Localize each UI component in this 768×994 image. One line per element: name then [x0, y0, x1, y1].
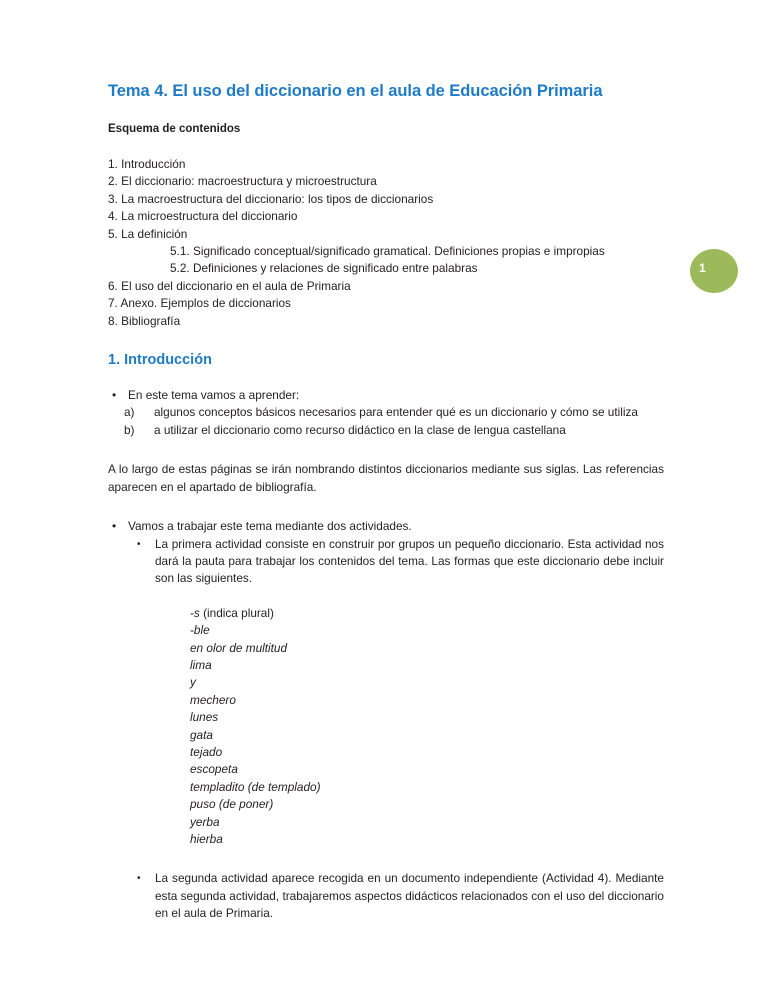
list-item	[108, 518, 664, 535]
word-italic: templadito (de templado)	[190, 779, 321, 794]
list-item	[190, 674, 664, 691]
list-item	[190, 640, 664, 657]
page-number: 1	[699, 261, 706, 275]
spacer	[108, 370, 664, 387]
word-italic: puso (de poner)	[190, 797, 274, 812]
list-item	[190, 727, 664, 744]
bullet-icon: •	[112, 388, 117, 403]
contents-subheading: Esquema de contenidos	[108, 123, 241, 135]
lettered-sub-list	[108, 404, 664, 439]
list-item	[190, 779, 664, 796]
word-italic: -s	[190, 605, 200, 620]
word-italic: en olor de multitud	[190, 640, 288, 655]
word-note: (indica plural)	[199, 605, 274, 620]
toc-item-8: 8. Bibliografía	[108, 313, 181, 328]
example-word-list	[108, 605, 664, 849]
word-italic: hierba	[190, 832, 223, 846]
toc-item-7: 7. Anexo. Ejemplos de diccionarios	[108, 296, 291, 311]
toc-item-5: 5. La definición	[108, 226, 188, 241]
spacer	[108, 848, 664, 870]
list-item-label: En este tema vamos a aprender:	[128, 388, 300, 403]
intro-bullet-list	[108, 387, 664, 439]
spacer	[108, 439, 664, 461]
list-marker-a: a)	[124, 405, 135, 420]
toc-subitem-5-1: 5.1. Significado conceptual/significado gramatical. Definiciones propias e impropias	[170, 244, 605, 259]
toc-item-3: 3. La macroestructura del diccionario: los tipos de diccionarios	[108, 191, 434, 206]
list-item	[108, 404, 664, 421]
list-marker-b: b)	[124, 422, 135, 437]
toc-item-2: 2. El diccionario: macroestructura y microestructura	[108, 174, 377, 189]
list-item-label: La segunda actividad aparece recogida en un documento independiente (Actividad 4). Mediante esta segunda actividad, trabajaremos aspectos didácticos relacionados con el uso del diccionario en el aula de Primaria.	[155, 871, 664, 921]
list-item	[190, 831, 664, 848]
list-item	[190, 796, 664, 813]
word-italic: yerba	[190, 814, 220, 829]
document-content	[108, 0, 664, 923]
bullet-icon: •	[137, 873, 141, 885]
list-item	[190, 657, 664, 674]
section-heading-introduccion: 1. Introducción	[108, 352, 212, 369]
page-title: Tema 4. El uso del diccionario en el aula de Educación Primaria	[108, 82, 603, 100]
toc-item-1: 1. Introducción	[108, 157, 186, 171]
word-italic: gata	[190, 727, 213, 742]
spacer	[108, 588, 664, 605]
list-item	[190, 622, 664, 639]
toc-item-6: 6. El uso del diccionario en el aula de Primaria	[108, 278, 351, 293]
page-number-badge	[690, 249, 738, 293]
intro-paragraph: A lo largo de estas páginas se irán nombrando distintos diccionarios mediante sus siglas. Las referencias aparecen en el apartado de bibliografía.	[108, 462, 664, 494]
word-italic: y	[190, 675, 196, 690]
list-item	[108, 387, 664, 404]
list-item	[190, 814, 664, 831]
toc-subitem-5-2: 5.2. Definiciones y relaciones de significado entre palabras	[170, 261, 478, 276]
list-item-label: La primera actividad consiste en construir por grupos un pequeño diccionario. Esta actividad nos dará la pauta para trabajar los contenidos del tema. Las formas que este diccionario debe incluir son las siguientes.	[155, 536, 664, 586]
list-item-label: algunos conceptos básicos necesarios para entender qué es un diccionario y cómo se utiliza	[154, 405, 638, 420]
word-italic: lima	[190, 657, 212, 672]
list-item	[190, 744, 664, 761]
activities-bullet-list	[108, 518, 664, 588]
bullet-icon: •	[137, 538, 141, 550]
toc-item-4: 4. La microestructura del diccionario	[108, 209, 298, 224]
word-italic: mechero	[190, 692, 236, 707]
spacer	[108, 496, 664, 518]
word-italic: escopeta	[190, 762, 238, 777]
list-item	[190, 605, 664, 622]
table-of-contents	[108, 137, 664, 330]
bullet-icon: •	[112, 519, 117, 534]
list-item-label: a utilizar el diccionario como recurso didáctico en la clase de lengua castellana	[154, 422, 566, 437]
list-item	[190, 692, 664, 709]
list-item-label: Vamos a trabajar este tema mediante dos actividades.	[128, 519, 412, 534]
list-item-activity-2	[108, 870, 664, 922]
list-item	[108, 422, 664, 439]
word-italic: lunes	[190, 710, 219, 725]
list-item	[190, 761, 664, 778]
list-item	[190, 709, 664, 726]
word-italic: -ble	[190, 623, 210, 638]
word-italic: tejado	[190, 744, 223, 759]
list-item-activity-1	[108, 536, 664, 588]
